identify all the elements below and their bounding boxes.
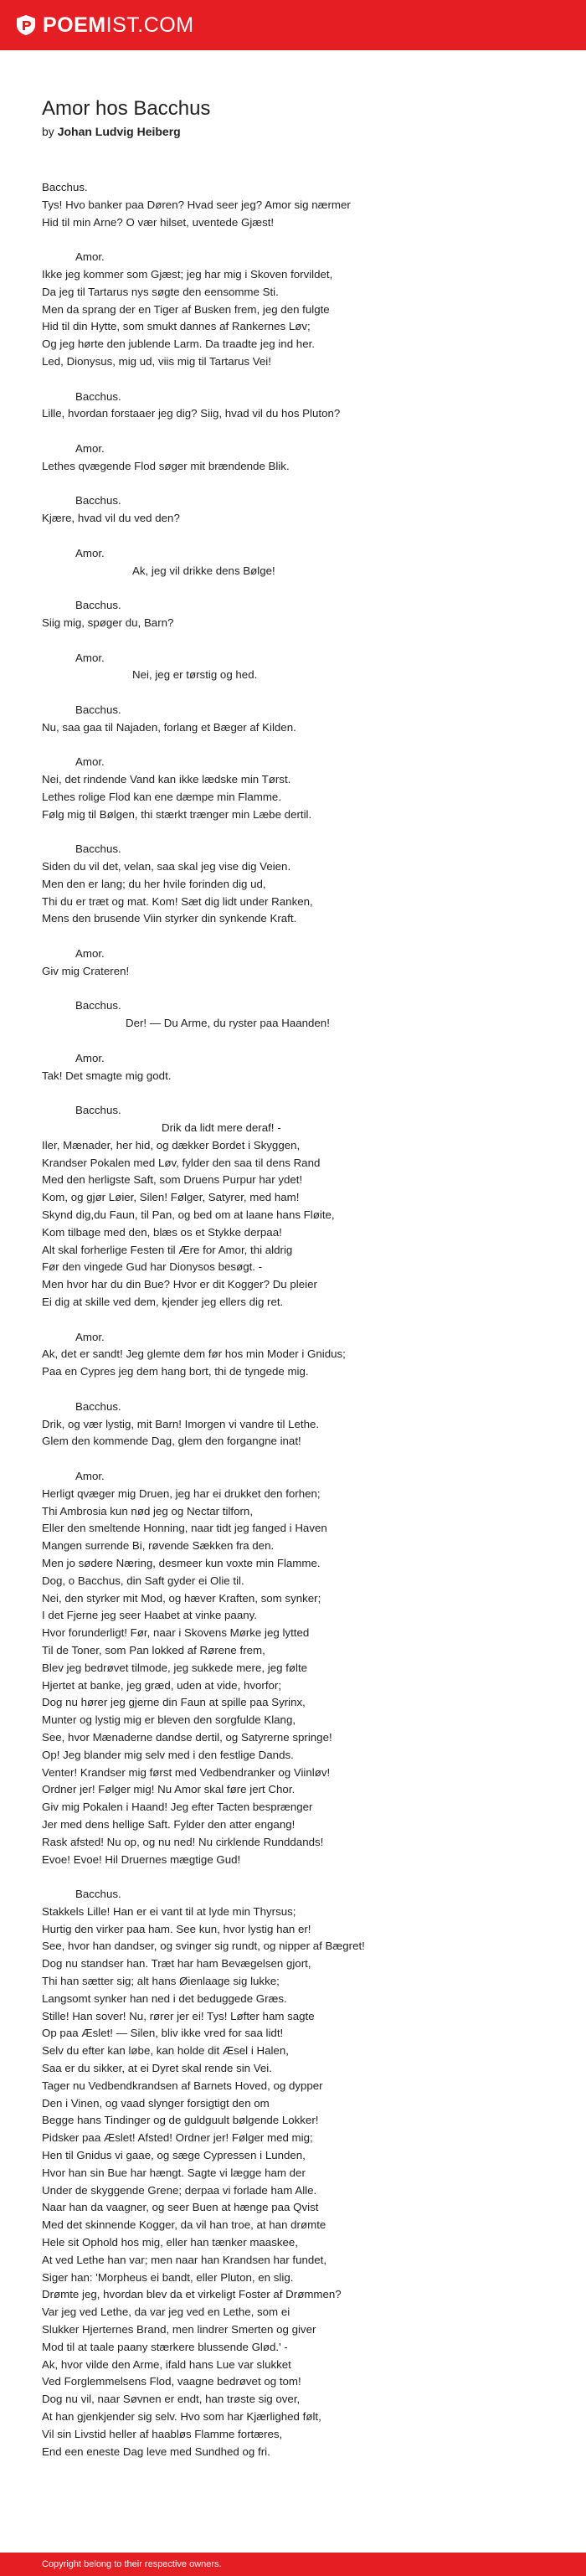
poem-stanza <box>42 1329 553 1381</box>
speaker-label: Amor. <box>75 1469 105 1482</box>
poem-line: Jer med dens hellige Saft. Fylder den atter engang! <box>42 1817 296 1831</box>
poem-line: Nu, saa gaa til Najaden, forlang et Bæger af Kilden. <box>42 720 296 734</box>
poem-body <box>42 179 553 2460</box>
speaker-label: Amor. <box>75 651 105 664</box>
poem-title: Amor hos Bacchus <box>42 97 211 120</box>
author-link[interactable]: Johan Ludvig Heiberg <box>57 125 181 138</box>
poem-line: Naar han da vaagner, og seer Buen at hænge paa Qvist <box>42 2201 319 2214</box>
copyright-text: Copyright belong to their respective owners. <box>42 2559 222 2569</box>
poem-line: Kom tilbage med den, blæs os et Stykke derpaa! <box>42 1225 282 1239</box>
poem-line: Til de Toner, som Pan lokked af Rørene frem, <box>42 1643 265 1656</box>
site-header <box>0 0 586 50</box>
poem-line: Var jeg ved Lethe, da var jeg ved en Lethe, som ei <box>42 2306 290 2319</box>
poem-line: Skynd dig,du Faun, til Pan, og bed om at laane hans Fløite, <box>42 1208 335 1222</box>
poem-line: Med det skinnende Kogger, da vil han troe, at han drømte <box>42 2218 326 2232</box>
poem-stanza <box>42 1886 553 2460</box>
speaker-label: Amor. <box>75 546 105 559</box>
poem-line: Dog nu vil, naar Søvnen er endt, han trøste sig over, <box>42 2393 301 2406</box>
speaker-label: Amor. <box>75 1051 105 1064</box>
poem-line: Ordner jer! Følger mig! Nu Amor skal føre jert Chor. <box>42 1783 296 1796</box>
poem-line: At ved Lethe han var; men naar han Krandsen har fundet, <box>42 2253 327 2266</box>
poem-line: Op! Jeg blander mig selv med i den festlige Dands. <box>42 1748 294 1761</box>
poem-line: Drik, og vær lystig, mit Barn! Imorgen vi vandre til Lethe. <box>42 1417 320 1430</box>
poem-line: Den i Vinen, og vaad slynger forsigtigt den om <box>42 2096 270 2110</box>
poem-stanza <box>42 1102 553 1311</box>
poem-line: Men jo sødere Næring, desmeer kun voxte min Flamme. <box>42 1556 321 1569</box>
speaker-label: Amor. <box>75 947 105 961</box>
poem-line: Saa er du sikker, at ei Dyret skal rende sin Vei. <box>42 2062 272 2075</box>
poem-line: Lethes rolige Flod kan ene dæmpe min Flamme. <box>42 790 282 803</box>
poem-line: Evoe! Evoe! Hil Druernes mægtige Gud! <box>42 1852 241 1866</box>
poem-line: Slukker Hjerternes Brand, men lindrer Smerten og giver <box>42 2323 316 2336</box>
poem-line: Hid til min Arne? O vær hilset, uventede Gjæst! <box>42 215 275 229</box>
poem-line: Stille! Han sover! Nu, rører jer ei! Tys! Løfter ham sagte <box>42 2009 315 2022</box>
speaker-label: Bacchus. <box>75 703 121 716</box>
poem-stanza <box>42 945 553 981</box>
poem-line: I det Fjerne jeg seer Haabet at vinke paany. <box>42 1609 257 1622</box>
poem-line: Dog, o Bacchus, din Saft gyder ei Olie til. <box>42 1574 244 1587</box>
poem-line: Drømte jeg, hvordan blev da et virkeligt Foster af Drømmen? <box>42 2288 342 2301</box>
poem-stanza <box>42 389 553 424</box>
speaker-label: Amor. <box>75 755 105 769</box>
poem-line: Der! — Du Arme, du ryster paa Haanden! <box>126 1017 330 1030</box>
poem-line: Ei dig at skille ved dem, kjender jeg ellers dig ret. <box>42 1296 284 1308</box>
poem-byline <box>42 124 553 139</box>
site-logo[interactable] <box>15 0 194 50</box>
poem-line: Krandser Pokalen med Løv, fylder den saa til dens Rand <box>42 1156 321 1169</box>
poem-line: Med den herligste Saft, som Druens Purpur har ydet! <box>42 1173 303 1187</box>
poem-line: Tak! Det smagte mig godt. <box>42 1069 172 1082</box>
poem-line: Led, Dionysus, mig ud, viis mig til Tartarus Vei! <box>42 354 271 368</box>
poem-stanza <box>42 1468 553 1868</box>
poem-line: Følg mig til Bølgen, thi stærkt trænger min Læbe dertil. <box>42 807 312 821</box>
poem-line: Giv mig Pokalen i Haand! Jeg efter Tacten besprænger <box>42 1801 313 1814</box>
logo-text-strong: POEM <box>43 13 106 37</box>
poem-line: Ak, hvor vilde den Arme, ifald hans Lue var slukket <box>42 2357 291 2371</box>
poem-line: Nei, den styrker mit Mod, og hæver Kraften, som synker; <box>42 1591 321 1605</box>
poem-line: Thi Ambrosia kun nød jeg og Nectar tilforn, <box>42 1504 254 1517</box>
poem-line: Lille, hvordan forstaaer jeg dig? Siig, hvad vil du hos Pluton? <box>42 407 341 420</box>
logo-shield-icon <box>15 14 37 36</box>
poem-line: Ved Forglemmelsens Flod, vaagne bedrøvet og tom! <box>42 2375 301 2388</box>
poem-line: Herligt qvæger mig Druen, jeg har ei drukket den forhen; <box>42 1486 321 1500</box>
poem-line: Bacchus. <box>42 181 88 193</box>
poem-stanza <box>42 1050 553 1085</box>
poem-line: Pidsker paa Æslet! Afsted! Ordner jer! Følger med mig; <box>42 2131 313 2145</box>
poem-stanza <box>42 545 553 580</box>
poem-line: Ak, jeg vil drikke dens Bølge! <box>132 564 275 577</box>
poem-line: Begge hans Tindinger og de guldguult bølgende Lokker! <box>42 2114 319 2127</box>
byline-prefix: by <box>42 125 54 138</box>
site-footer <box>0 2553 586 2576</box>
poem-line: Under de skyggende Grene; derpaa vi forlade ham Alle. <box>42 2183 317 2197</box>
poem-line: Før den vingede Gud har Dionysos besøgt. - <box>42 1260 263 1274</box>
speaker-label: Bacchus. <box>75 1399 121 1413</box>
poem-stanza <box>42 179 553 231</box>
poem-line: Munter og lystig mig er bleven den sorgfulde Klang, <box>42 1713 296 1727</box>
poem-line: Men den er lang; du her hvile forinden dig ud, <box>42 877 266 890</box>
poem-line: End een eneste Dag leve med Sundhed og fri. <box>42 2445 270 2458</box>
poem-stanza <box>42 650 553 685</box>
poem-line: Hen til Gnidus vi gaae, og sæge Cypressen i Lunden, <box>42 2149 306 2162</box>
poem-line: Ikke jeg kommer som Gjæst; jeg har mig i Skoven forvildet, <box>42 267 333 281</box>
poem-line: See, hvor Mænaderne dandse dertil, og Satyrerne springe! <box>42 1730 332 1744</box>
poem-line: Drik da lidt mere deraf! - <box>162 1121 281 1135</box>
poem-line: Stakkels Lille! Han er ei vant til at lyde min Thyrsus; <box>42 1904 296 1918</box>
speaker-label: Bacchus. <box>75 1888 121 1901</box>
poem-line: Siger han: 'Morpheus ei bandt, eller Pluton, en slig. <box>42 2270 294 2284</box>
poem-stanza <box>42 997 553 1033</box>
speaker-label: Bacchus. <box>75 1104 121 1117</box>
poem-line: Hurtig den virker paa ham. See kun, hvor lystig han er! <box>42 1922 311 1935</box>
poem-line: Dog nu standser han. Træt har ham Bevægelsen gjort, <box>42 1957 311 1971</box>
poem-line: Venter! Krandser mig først med Vedbendranker og Viinløv! <box>42 1765 331 1779</box>
poem-line: Da jeg til Tartarus nys søgte den eensomme Sti. <box>42 285 279 298</box>
poem-stanza <box>42 492 553 528</box>
poem-line: Nei, jeg er tørstig og hed. <box>132 668 258 682</box>
speaker-label: Amor. <box>75 441 105 455</box>
speaker-label: Bacchus. <box>75 599 121 612</box>
speaker-label: Bacchus. <box>75 389 121 403</box>
poem-line: Siig mig, spøger du, Barn? <box>42 616 174 629</box>
poem-line: Hvor han sin Bue har hængt. Sagte vi lægge ham der <box>42 2166 306 2179</box>
poem-line: Thi han sætter sig; alt hans Øienlaage sig lukke; <box>42 1975 280 1988</box>
poem-line: Giv mig Crateren! <box>42 964 130 977</box>
poem-line: Hjertet at banke, jeg græd, uden at vide, hvorfor; <box>42 1678 282 1692</box>
poem-line: Men da sprang der en Tiger af Busken frem, jeg den fulgte <box>42 302 330 316</box>
poem-line: Mod til at taale paany stærkere blussende Glød.' - <box>42 2340 288 2353</box>
poem-line: Langsomt synker han ned i det beduggede Græs. <box>42 1991 287 2005</box>
poem-line: Blev jeg bedrøvet tilmode, jeg sukkede mere, jeg følte <box>42 1661 308 1674</box>
poem-line: Kom, og gjør Løier, Silen! Følger, Satyrer, med ham! <box>42 1191 300 1204</box>
logo-text-light: IST.COM <box>105 13 194 37</box>
poem-line: Iler, Mænader, her hid, og dækker Bordet i Skyggen, <box>42 1138 301 1151</box>
poem-line: Alt skal forherlige Festen til Ære for Amor, thi aldrig <box>42 1243 293 1256</box>
speaker-label: Amor. <box>75 250 105 264</box>
poem-line: Rask afsted! Nu op, og nu ned! Nu cirklende Runddands! <box>42 1835 324 1848</box>
poem-line: Paa en Cypres jeg dem hang bort, thi de tyngede mig. <box>42 1365 309 1378</box>
poem-line: Hvor forunderligt! Før, naar i Skovens Mørke jeg lytted <box>42 1626 310 1640</box>
poem-line: Ak, det er sandt! Jeg glemte dem før hos min Moder i Gnidus; <box>42 1347 346 1361</box>
poem-line: Selv du efter kan løbe, kan holde dit Æsel i Halen, <box>42 2044 289 2058</box>
poem-stanza <box>42 249 553 371</box>
poem-line: At han gjenkjender sig selv. Hvo som har Kjærlighed følt, <box>42 2410 321 2423</box>
poem-line: Siden du vil det, velan, saa skal jeg vise dig Veien. <box>42 860 291 873</box>
poem-line: See, hvor han dandser, og svinger sig rundt, og nipper af Bægret! <box>42 1940 365 1953</box>
poem-stanza <box>42 597 553 632</box>
poem-line: Glem den kommende Dag, glem den forgangne inat! <box>42 1435 301 1448</box>
poem-line: Tys! Hvo banker paa Døren? Hvad seer jeg? Amor sig nærmer <box>42 198 351 211</box>
speaker-label: Bacchus. <box>75 842 121 856</box>
poem-line: Hele sit Ophold hos mig, eller han tænker maaskee, <box>42 2236 298 2249</box>
poem-line: Tager nu Vedbendkrandsen af Barnets Hoved, og dypper <box>42 2079 323 2092</box>
speaker-label: Bacchus. <box>75 999 121 1012</box>
poem-stanza <box>42 841 553 928</box>
speaker-label: Amor. <box>75 1330 105 1343</box>
poem-stanza <box>42 1399 553 1450</box>
poem-line: Eller den smeltende Honning, naar tidt jeg fanged i Haven <box>42 1522 327 1535</box>
poem-line: Men hvor har du din Bue? Hvor er dit Kogger? Du pleier <box>42 1278 317 1291</box>
poem-line: Mens den brusende Viin styrker din synkende Kraft. <box>42 912 297 925</box>
poem-line: Og jeg hørte den jublende Larm. Da traadte jeg ind her. <box>42 337 315 351</box>
poem-stanza <box>42 440 553 476</box>
poem-line: Nei, det rindende Vand kan ikke lædske min Tørst. <box>42 773 291 786</box>
poem-line: Thi du er træt og mat. Kom! Sæt dig lidt under Ranken, <box>42 894 313 908</box>
poem-line: Hid til din Hytte, som smukt dannes af Rankernes Løv; <box>42 320 311 333</box>
poem-line: Dog nu hører jeg gjerne din Faun at spille paa Syrinx, <box>42 1696 306 1709</box>
poem-container <box>42 96 553 2478</box>
poem-line: Lethes qvægende Flod søger mit brændende Blik. <box>42 459 290 472</box>
poem-line: Vil sin Livstid heller af haabløs Flamme fortæres, <box>42 2427 283 2440</box>
poem-line: Kjære, hvad vil du ved den? <box>42 512 180 525</box>
poem-stanza <box>42 702 553 737</box>
poem-stanza <box>42 754 553 823</box>
poem-line: Op paa Æslet! — Silen, bliv ikke vred for saa lidt! <box>42 2027 284 2040</box>
poem-line: Mangen surrende Bi, røvende Sækken fra den. <box>42 1539 275 1553</box>
speaker-label: Bacchus. <box>75 494 121 507</box>
